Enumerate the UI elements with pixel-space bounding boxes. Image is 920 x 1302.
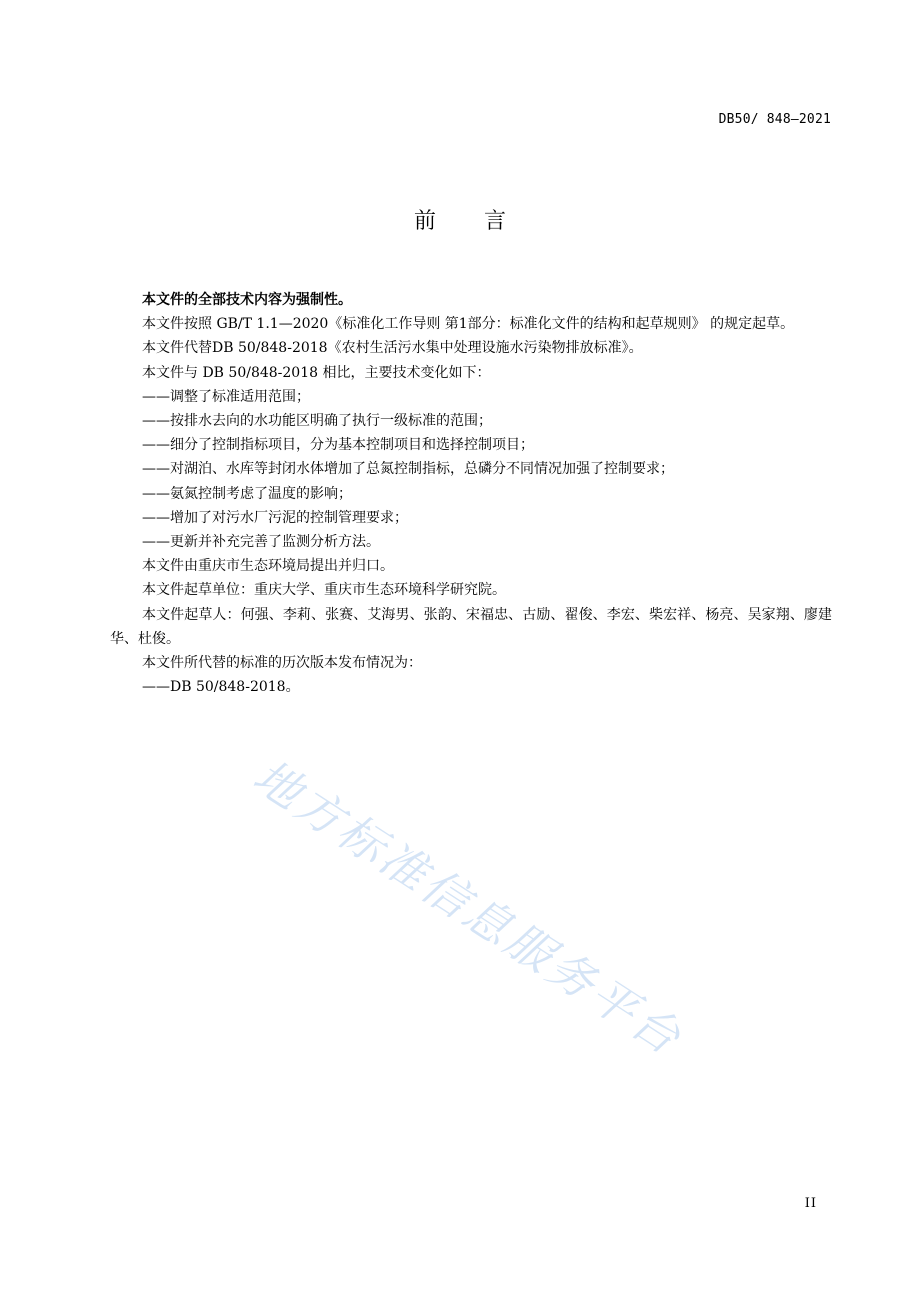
list-item: ——DB 50/848-2018。	[142, 679, 300, 696]
paragraph: 本文件所代替的标准的历次版本发布情况为：	[142, 655, 422, 672]
paragraph: 本文件与 DB 50/848-2018 相比，主要技术变化如下：	[142, 364, 491, 381]
list-item: ——调整了标准适用范围；	[142, 388, 310, 405]
list-item: ——细分了控制指标项目，分为基本控制项目和选择控制项目；	[142, 437, 534, 454]
watermark: 地方标准信息服务平台	[243, 748, 693, 1067]
paragraph: 本文件起草单位：重庆大学、重庆市生态环境科学研究院。	[142, 582, 506, 599]
paragraph: 本文件按照 GB/T 1.1—2020《标准化工作导则 第1部分：标准化文件的结构和起草规则》 的规定起草。	[142, 316, 795, 333]
paragraph: 本文件代替DB 50/848-2018《农村生活污水集中处理设施水污染物排放标准》。	[142, 340, 643, 357]
list-item: ——对湖泊、水库等封闭水体增加了总氮控制指标，总磷分不同情况加强了控制要求；	[142, 461, 674, 478]
document-code: DB50/ 848—2021	[718, 112, 831, 127]
page-number: II	[804, 1196, 817, 1211]
paragraph: 本文件的全部技术内容为强制性。	[142, 292, 352, 308]
foreword-body	[110, 288, 832, 699]
list-item: ——增加了对污水厂污泥的控制管理要求；	[142, 509, 408, 526]
paragraph: 本文件由重庆市生态环境局提出并归口。	[142, 558, 394, 575]
page-title: 前言	[413, 209, 554, 234]
list-item: ——按排水去向的水功能区明确了执行一级标准的范围；	[142, 413, 492, 430]
paragraph: 本文件起草人：何强、李莉、张赛、艾海男、张韵、宋福忠、古励、翟俊、李宏、柴宏祥、杨亮、吴家翔、廖建华、杜俊。	[110, 606, 832, 647]
list-item: ——更新并补充完善了监测分析方法。	[142, 534, 380, 551]
list-item: ——氨氮控制考虑了温度的影响；	[142, 485, 352, 502]
